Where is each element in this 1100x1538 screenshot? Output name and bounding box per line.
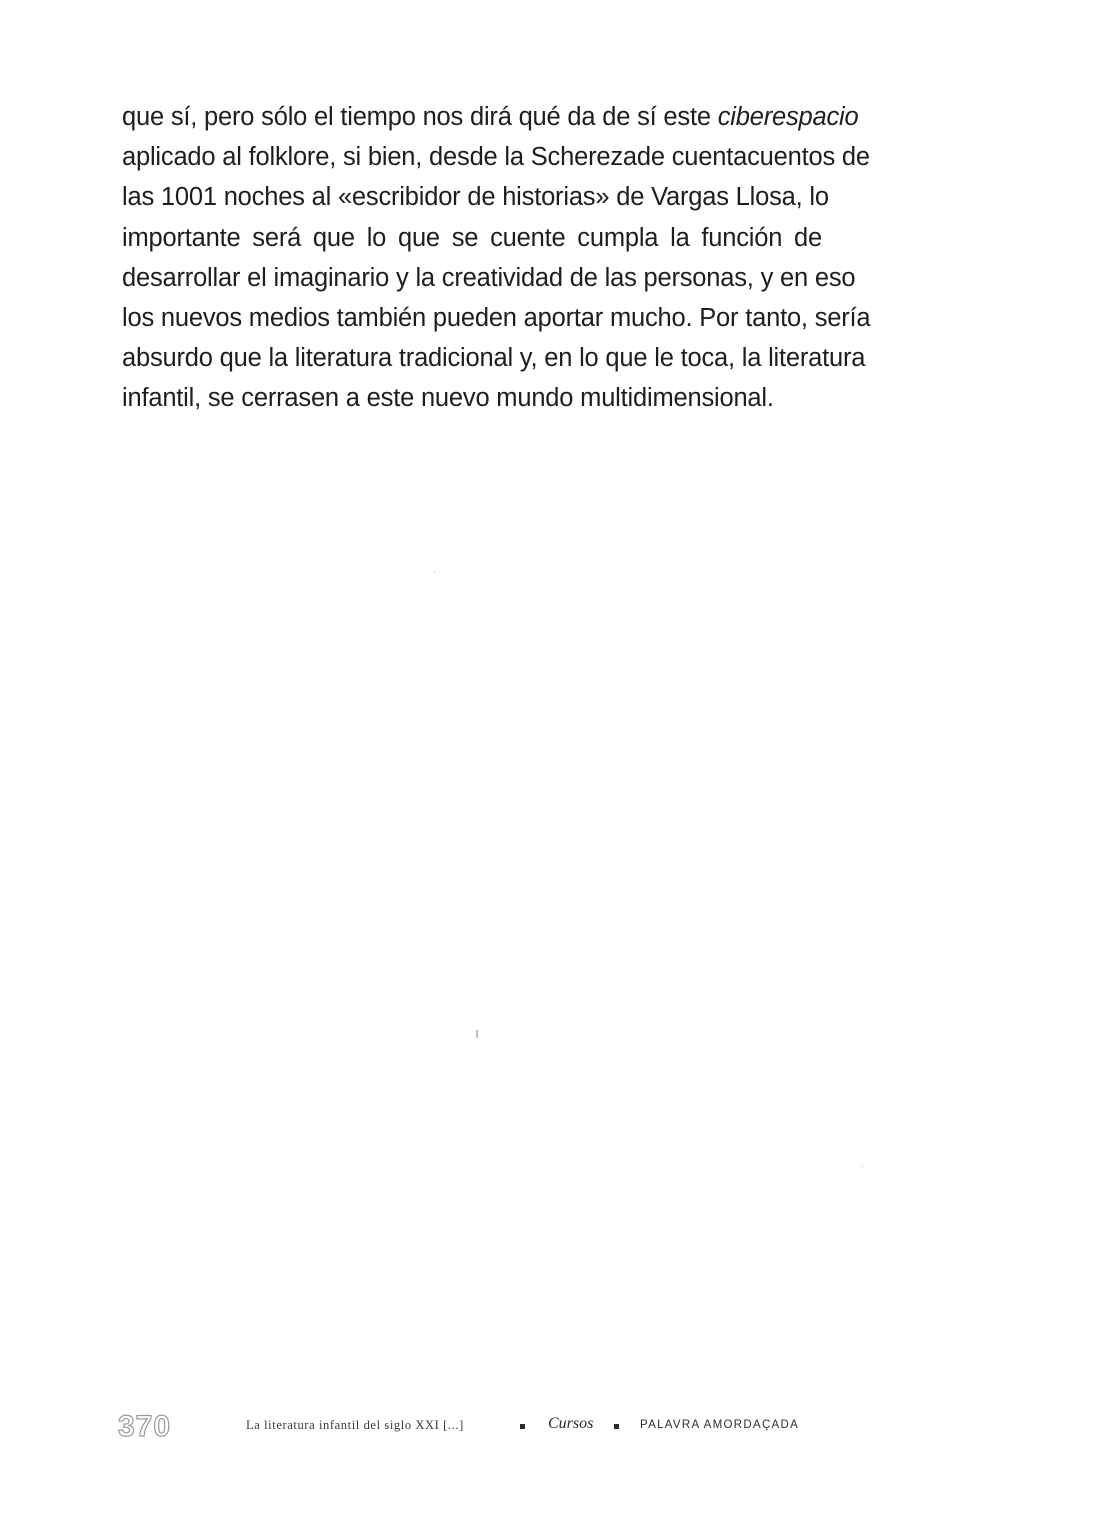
bullet-separator — [520, 1424, 525, 1429]
text-line: importante será que lo que se cuente cumpla la función de — [122, 223, 822, 252]
text-line: absurdo que la literatura tradicional y, en lo que le toca, la literatura — [122, 344, 866, 373]
body-paragraph — [122, 97, 871, 419]
publisher-name: PALAVRA AMORDAÇADA — [640, 1419, 800, 1431]
bullet-separator — [614, 1424, 619, 1429]
scan-speck — [862, 1166, 863, 1167]
text-line: aplicado al folklore, si bien, desde la Scherezade cuentacuentos de — [122, 143, 870, 172]
text-line: desarrollar el imaginario y la creatividad de las personas, y en eso — [122, 263, 856, 292]
collection-name: Cursos — [548, 1415, 594, 1432]
scan-speck — [476, 1030, 478, 1038]
page-number: 370 — [118, 1410, 172, 1443]
text-line: las 1001 noches al «escribidor de historias» de Vargas Llosa, lo — [122, 183, 829, 212]
text-line: infantil, se cerrasen a este nuevo mundo multidimensional. — [122, 384, 774, 413]
italic-term: ciberespacio — [717, 103, 859, 131]
scan-speck — [434, 572, 435, 573]
page-footer — [118, 1410, 838, 1450]
text-line: que sí, pero sólo el tiempo nos dirá qué da de sí este ciberespacio — [122, 103, 859, 131]
text-line: los nuevos medios también pueden aportar mucho. Por tanto, sería — [122, 304, 871, 333]
running-title: La literatura infantil del siglo XXI [...] — [246, 1418, 464, 1432]
